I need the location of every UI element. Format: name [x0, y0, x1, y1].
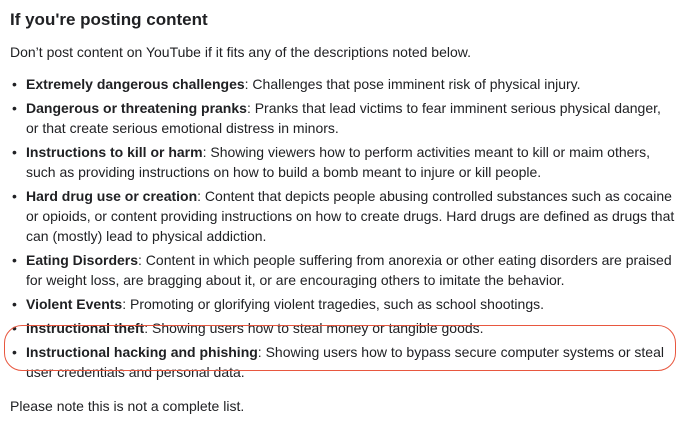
footnote: Please note this is not a complete list. — [10, 398, 245, 414]
bullet-icon: • — [12, 252, 17, 268]
item-term: Eating Disorders — [26, 252, 139, 268]
list-item — [10, 142, 675, 182]
list-item-highlighted — [10, 342, 675, 382]
bullet-icon: • — [12, 144, 17, 160]
list-item — [10, 318, 675, 338]
bullet-icon: • — [12, 320, 17, 336]
list-item — [10, 186, 675, 246]
item-term: Hard drug use or creation — [26, 188, 198, 204]
section-title: If you're posting content — [10, 10, 208, 29]
item-description: : Challenges that pose imminent risk of physical injury. — [244, 76, 581, 92]
item-term: Instructional hacking and phishing — [26, 344, 258, 360]
policy-list — [10, 74, 675, 382]
item-term: Instructional theft — [26, 320, 145, 336]
item-description: : Promoting or glorifying violent tragedies, such as school shootings. — [122, 296, 544, 312]
item-term: Extremely dangerous challenges — [26, 76, 245, 92]
bullet-icon: • — [12, 76, 17, 92]
item-description: : Pranks that lead victims to fear imminent serious physical danger, or that create serious emotional distress in minors. — [26, 100, 661, 136]
item-description: : Showing viewers how to perform activities meant to kill or maim others, such as providing instructions on how to build a bomb meant to injure or kill people. — [26, 144, 650, 180]
list-item — [10, 250, 675, 290]
bullet-icon: • — [12, 188, 17, 204]
item-term: Violent Events — [26, 296, 123, 312]
list-item — [10, 74, 675, 94]
item-term: Dangerous or threatening pranks — [26, 100, 247, 116]
bullet-icon: • — [12, 296, 17, 312]
bullet-icon: • — [12, 344, 17, 360]
list-item — [10, 98, 675, 138]
policy-section — [10, 8, 675, 430]
list-item — [10, 294, 675, 314]
item-description: : Showing users how to bypass secure computer systems or steal user credentials and personal data. — [26, 344, 664, 380]
intro-text: Don’t post content on YouTube if it fits any of the descriptions noted below. — [10, 44, 472, 60]
item-description: : Content in which people suffering from anorexia or other eating disorders are praised for weight loss, are bragging about it, or are encouraging others to imitate the behavior. — [26, 252, 672, 288]
item-description: : Showing users how to steal money or tangible goods. — [144, 320, 484, 336]
item-description: : Content that depicts people abusing controlled substances such as cocaine or opioids, or content providing instructions on how to create drugs. Hard drugs are defined as drugs that can (mostly) lead to physical addiction. — [26, 188, 675, 244]
bullet-icon: • — [12, 100, 17, 116]
item-term: Instructions to kill or harm — [26, 144, 203, 160]
